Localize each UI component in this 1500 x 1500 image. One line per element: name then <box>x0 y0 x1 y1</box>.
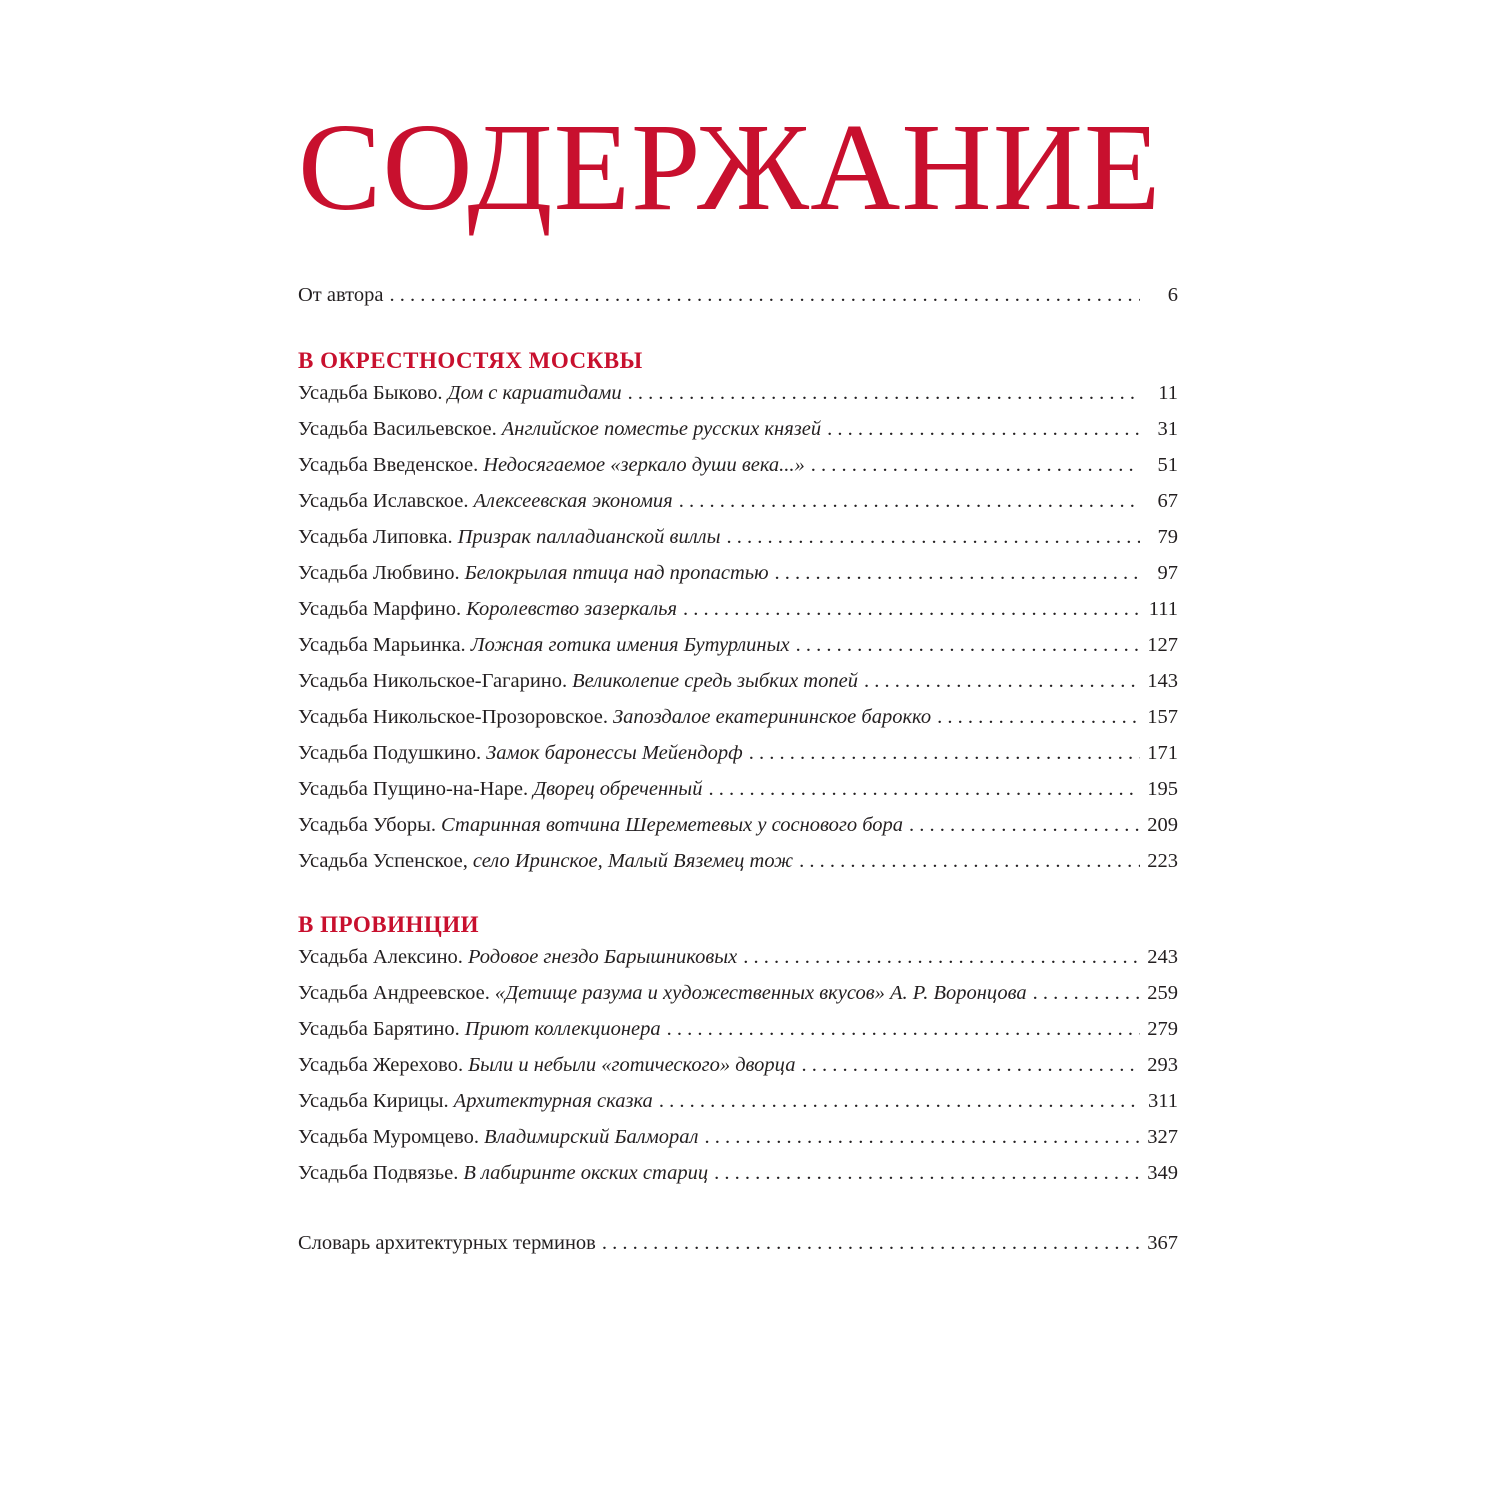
dot-leader <box>799 850 1140 873</box>
dot-leader <box>683 598 1140 621</box>
page-number: 6 <box>1167 284 1178 306</box>
estate-name: Усадьба Марфино. <box>298 598 462 620</box>
toc-entry-glossary[interactable] <box>298 1232 1178 1268</box>
page-number: 157 <box>1147 706 1178 728</box>
page-number: 243 <box>1147 946 1178 968</box>
dot-leader <box>811 454 1140 477</box>
dot-leader <box>708 778 1140 801</box>
estate-name: Усадьба Васильевское. <box>298 418 497 440</box>
toc-entry[interactable] <box>298 418 1178 454</box>
entry-subtitle: В лабиринте окских стариц <box>463 1162 709 1184</box>
page-number: 97 <box>1157 562 1178 584</box>
dot-leader <box>714 1162 1140 1185</box>
dot-leader <box>743 946 1140 969</box>
estate-name: Усадьба Быково. <box>298 382 443 404</box>
dot-leader <box>602 1232 1140 1255</box>
entry-title: От автора <box>298 284 384 306</box>
estate-name: Усадьба Уборы. <box>298 814 436 836</box>
page-number: 171 <box>1147 742 1178 764</box>
dot-leader <box>705 1126 1141 1149</box>
dot-leader <box>827 418 1140 441</box>
toc-entry[interactable] <box>298 634 1178 670</box>
entry-subtitle: Призрак палладианской виллы <box>457 526 721 548</box>
dot-leader <box>801 1054 1140 1077</box>
page-number: 209 <box>1147 814 1178 836</box>
page-number: 327 <box>1147 1126 1178 1148</box>
entry-subtitle: Архитектурная сказка <box>453 1090 653 1112</box>
page-title: СОДЕРЖАНИЕ <box>298 99 1162 237</box>
toc-entry[interactable] <box>298 1126 1178 1162</box>
page-number: 127 <box>1147 634 1178 656</box>
toc-entry[interactable] <box>298 706 1178 742</box>
entry-subtitle: Приют коллекционера <box>464 1018 661 1040</box>
section-heading-moscow: В ОКРЕСТНОСТЯХ МОСКВЫ <box>298 348 643 373</box>
glossary-list <box>298 1232 1178 1268</box>
page-number: 311 <box>1148 1090 1178 1112</box>
toc-entry[interactable] <box>298 742 1178 778</box>
estate-name: Усадьба Успенское, <box>298 850 468 872</box>
dot-leader <box>864 670 1140 693</box>
toc-entry[interactable] <box>298 946 1178 982</box>
estate-name: Усадьба Подвязье. <box>298 1162 459 1184</box>
page-number: 349 <box>1147 1162 1178 1184</box>
entry-subtitle: Владимирский Балморал <box>483 1126 699 1148</box>
page-number: 67 <box>1157 490 1178 512</box>
page-number: 143 <box>1147 670 1178 692</box>
page-number: 259 <box>1147 982 1178 1004</box>
toc-entry[interactable] <box>298 454 1178 490</box>
entry-title: Словарь архитектурных терминов <box>298 1232 596 1254</box>
entry-subtitle: Великолепие средь зыбких топей <box>572 670 858 692</box>
entry-subtitle: Недосягаемое «зеркало души века...» <box>483 454 805 476</box>
entry-subtitle: Королевство зазеркалья <box>466 598 677 620</box>
dot-leader <box>749 742 1140 765</box>
estate-name: Усадьба Марьинка. <box>298 634 466 656</box>
estate-name: Усадьба Пущино-на-Наре. <box>298 778 529 800</box>
toc-entry[interactable] <box>298 562 1178 598</box>
toc-entry[interactable] <box>298 982 1178 1018</box>
section-heading-province: В ПРОВИНЦИИ <box>298 912 480 937</box>
toc-entry[interactable] <box>298 1054 1178 1090</box>
entry-subtitle: Старинная вотчина Шереметевых у соснового бора <box>441 814 904 836</box>
toc-entry[interactable] <box>298 814 1178 850</box>
dot-leader <box>389 284 1140 307</box>
estate-name: Усадьба Алексино. <box>298 946 463 968</box>
dot-leader <box>667 1018 1140 1041</box>
section-province-entries <box>298 946 1178 1198</box>
entry-subtitle: Запоздалое екатерининское барокко <box>612 706 932 728</box>
toc-entry[interactable] <box>298 1090 1178 1126</box>
dot-leader <box>937 706 1140 729</box>
estate-name: Усадьба Иславское. <box>298 490 469 512</box>
toc-entry[interactable] <box>298 1018 1178 1054</box>
toc-entry[interactable] <box>298 670 1178 706</box>
page-number: 279 <box>1147 1018 1178 1040</box>
page-number: 367 <box>1147 1232 1178 1254</box>
estate-name: Усадьба Липовка. <box>298 526 453 548</box>
entry-subtitle: Ложная готика имения Бутурлиных <box>470 634 790 656</box>
toc-entry[interactable] <box>298 778 1178 814</box>
toc-entry[interactable] <box>298 490 1178 526</box>
toc-entry[interactable] <box>298 598 1178 634</box>
intro-list <box>298 284 1178 320</box>
entry-subtitle: Белокрылая птица над пропастью <box>464 562 769 584</box>
estate-name: Усадьба Муромцево. <box>298 1126 479 1148</box>
page-number: 31 <box>1157 418 1178 440</box>
entry-subtitle: Английское поместье русских князей <box>501 418 822 440</box>
toc-entry[interactable] <box>298 850 1178 886</box>
dot-leader <box>726 526 1140 549</box>
page-number: 11 <box>1158 382 1178 404</box>
page-number: 223 <box>1147 850 1178 872</box>
dot-leader <box>1033 982 1140 1005</box>
page-number: 51 <box>1157 454 1178 476</box>
dot-leader <box>909 814 1140 837</box>
page-number: 195 <box>1147 778 1178 800</box>
dot-leader <box>796 634 1140 657</box>
estate-name: Усадьба Любвино. <box>298 562 460 584</box>
estate-name: Усадьба Никольское-Прозоровское. <box>298 706 608 728</box>
entry-subtitle: село Иринское, Малый Вяземец тож <box>472 850 794 872</box>
entry-subtitle: Дом с кариатидами <box>447 382 622 404</box>
entry-subtitle: Алексеевская экономия <box>473 490 673 512</box>
entry-subtitle: Родовое гнездо Барышниковых <box>467 946 738 968</box>
entry-subtitle: Дворец обреченный <box>533 778 703 800</box>
dot-leader <box>775 562 1140 585</box>
toc-entry-intro[interactable] <box>298 284 1178 320</box>
estate-name: Усадьба Кирицы. <box>298 1090 449 1112</box>
estate-name: Усадьба Барятино. <box>298 1018 460 1040</box>
estate-name: Усадьба Введенское. <box>298 454 479 476</box>
estate-name: Усадьба Жерехово. <box>298 1054 464 1076</box>
page-number: 111 <box>1148 598 1178 620</box>
estate-name: Усадьба Подушкино. <box>298 742 482 764</box>
toc-entry[interactable] <box>298 382 1178 418</box>
entry-subtitle: Были и небыли «готического» дворца <box>468 1054 796 1076</box>
toc-entry[interactable] <box>298 1162 1178 1198</box>
page-number: 293 <box>1147 1054 1178 1076</box>
page-number: 79 <box>1157 526 1178 548</box>
toc-entry[interactable] <box>298 526 1178 562</box>
estate-name: Усадьба Андреевское. <box>298 982 490 1004</box>
section-moscow-entries <box>298 382 1178 886</box>
entry-subtitle: «Детище разума и художественных вкусов» А. Р. Воронцова <box>494 982 1027 1004</box>
estate-name: Усадьба Никольское-Гагарино. <box>298 670 568 692</box>
dot-leader <box>628 382 1140 405</box>
dot-leader <box>659 1090 1140 1113</box>
dot-leader <box>679 490 1140 513</box>
entry-subtitle: Замок баронессы Мейендорф <box>486 742 743 764</box>
